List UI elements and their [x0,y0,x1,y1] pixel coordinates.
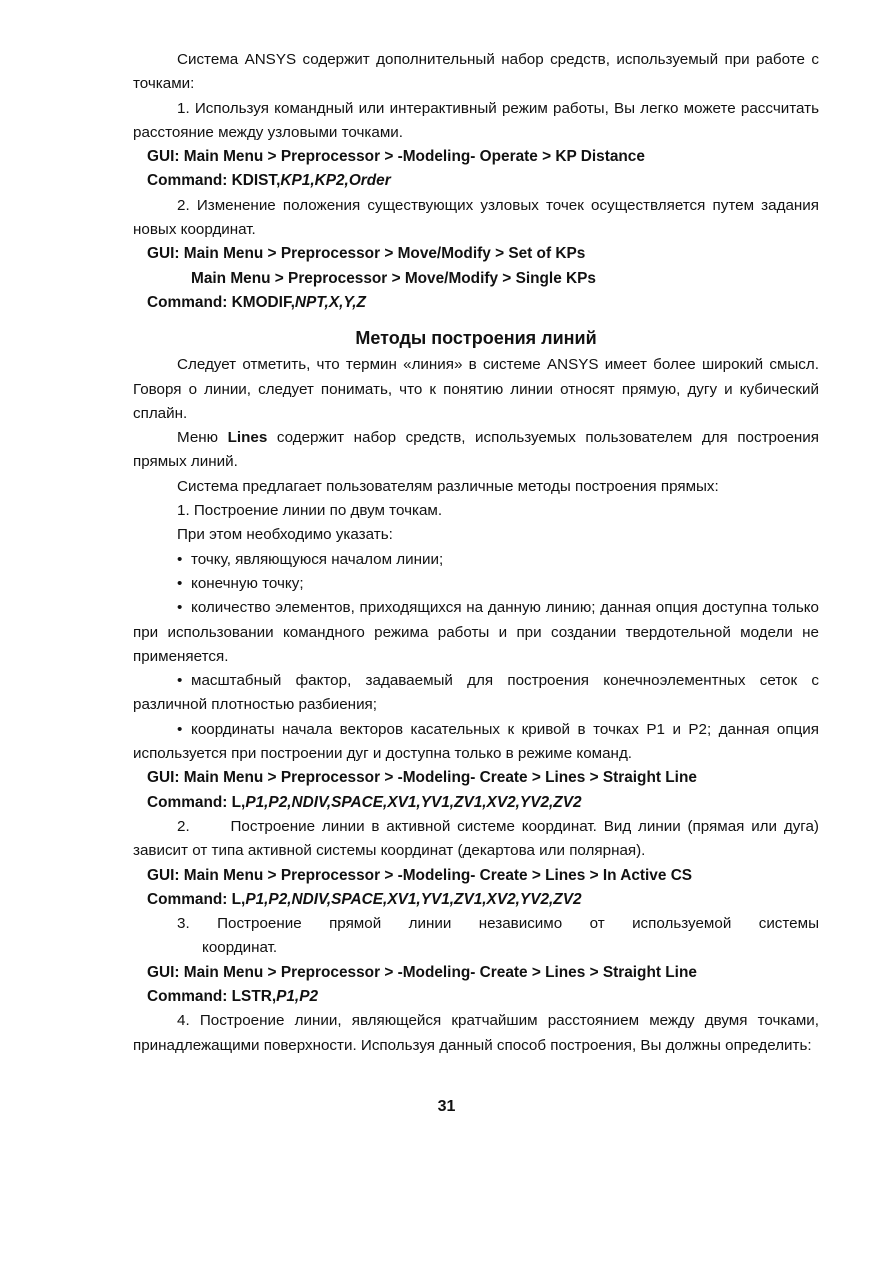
list-item-text: конечную точку; [191,574,304,592]
page-number: 31 [437,1098,456,1115]
command-line [133,291,819,315]
command-prefix: Command: L, [147,890,246,908]
list-item [133,669,819,718]
text: содержит набор средств, используемых пользователем для построения прямых линий. [133,429,819,471]
menu-name: Lines [227,429,268,447]
list-item [133,572,819,596]
gui-path: Main Menu > Preprocessor > Move/Modify > Single KPs [191,269,596,287]
list-item [133,548,819,572]
gui-path: GUI: Main Menu > Preprocessor > -Modeling- Create > Lines > Straight Line [147,769,697,787]
paragraph: 1. Построение линии по двум точкам. [177,502,443,520]
gui-path: GUI: Main Menu > Preprocessor > -Modeling- Operate > KP Distance [147,148,645,166]
command-args: P1,P2,NDIV,SPACE,XV1,YV1,ZV1,XV2,YV2,ZV2 [245,793,582,811]
paragraph: Система ANSYS содержит дополнительный набор средств, используемый при работе с точками: [133,51,819,93]
list-item-text: количество элементов, приходящихся на данную линию; данная опция доступна только при использовании командного режима работы и при создании твердотельной модели не применяется. [133,599,819,665]
list-item-text: точку, являющуюся началом линии; [191,550,444,568]
command-args: P1,P2 [276,987,319,1005]
text: 3. Построение прямой линии независимо от используемой системы [177,915,819,933]
command-line [133,888,819,912]
paragraph: Система предлагает пользователям различные методы построения прямых: [177,477,719,495]
list-item [133,718,819,767]
command-args: P1,P2,NDIV,SPACE,XV1,YV1,ZV1,XV2,YV2,ZV2 [245,890,582,908]
paragraph: Следует отметить, что термин «линия» в системе ANSYS имеет более широкий смысл. Говоря о линии, следует понимать, что к понятию линии относят прямую, дугу и кубический сплайн. [133,356,819,422]
gui-path: GUI: Main Menu > Preprocessor > -Modeling- Create > Lines > In Active CS [147,866,693,884]
command-args: NPT,X,Y,Z [294,293,366,311]
bullet-icon: • [177,574,183,592]
command-prefix: Command: LSTR, [147,987,277,1005]
list-item [133,596,819,669]
command-line [133,985,819,1009]
command-prefix: Command: KMODIF, [147,293,295,311]
paragraph: При этом необходимо указать: [177,526,393,544]
gui-path: GUI: Main Menu > Preprocessor > Move/Modify > Set of KPs [147,245,586,263]
list-item-text: масштабный фактор, задаваемый для построения конечноэлементных сеток с различной плотностью разбиения; [133,672,819,714]
paragraph [133,912,819,961]
text: Меню [177,429,228,447]
bullet-icon: • [177,599,183,617]
gui-path: GUI: Main Menu > Preprocessor > -Modeling- Create > Lines > Straight Line [147,963,697,981]
command-prefix: Command: L, [147,793,246,811]
text: координат. [202,939,278,957]
paragraph: 1. Используя командный или интерактивный режим работы, Вы легко можете рассчитать расстояние между узловыми точками. [133,99,819,141]
command-line [133,169,819,193]
paragraph: 4. Построение линии, являющейся кратчайшим расстоянием между двумя точками, принадлежащими поверхности. Используя данный способ построения, Вы должны определить: [133,1012,819,1054]
paragraph: 2. Изменение положения существующих узловых точек осуществляется путем задания новых координат. [133,196,819,239]
bullet-icon: • [177,672,183,690]
bullet-icon: • [177,720,183,738]
paragraph [133,426,819,475]
paragraph: 2. Построение линии в активной системе координат. Вид линии (прямая или дуга) зависит от типа активной системы координат (декартова или полярная). [133,817,824,860]
command-args: KP1,KP2,Order [280,172,391,190]
section-heading: Методы построения линий [355,328,597,349]
page-body [133,48,824,1058]
command-prefix: Command: KDIST, [147,172,281,190]
command-line [133,791,819,815]
list-item-text: координаты начала векторов касательных к кривой в точках P1 и P2; данная опция используется при построении дуг и доступна только в режиме команд. [133,720,819,763]
bullet-icon: • [177,550,183,568]
